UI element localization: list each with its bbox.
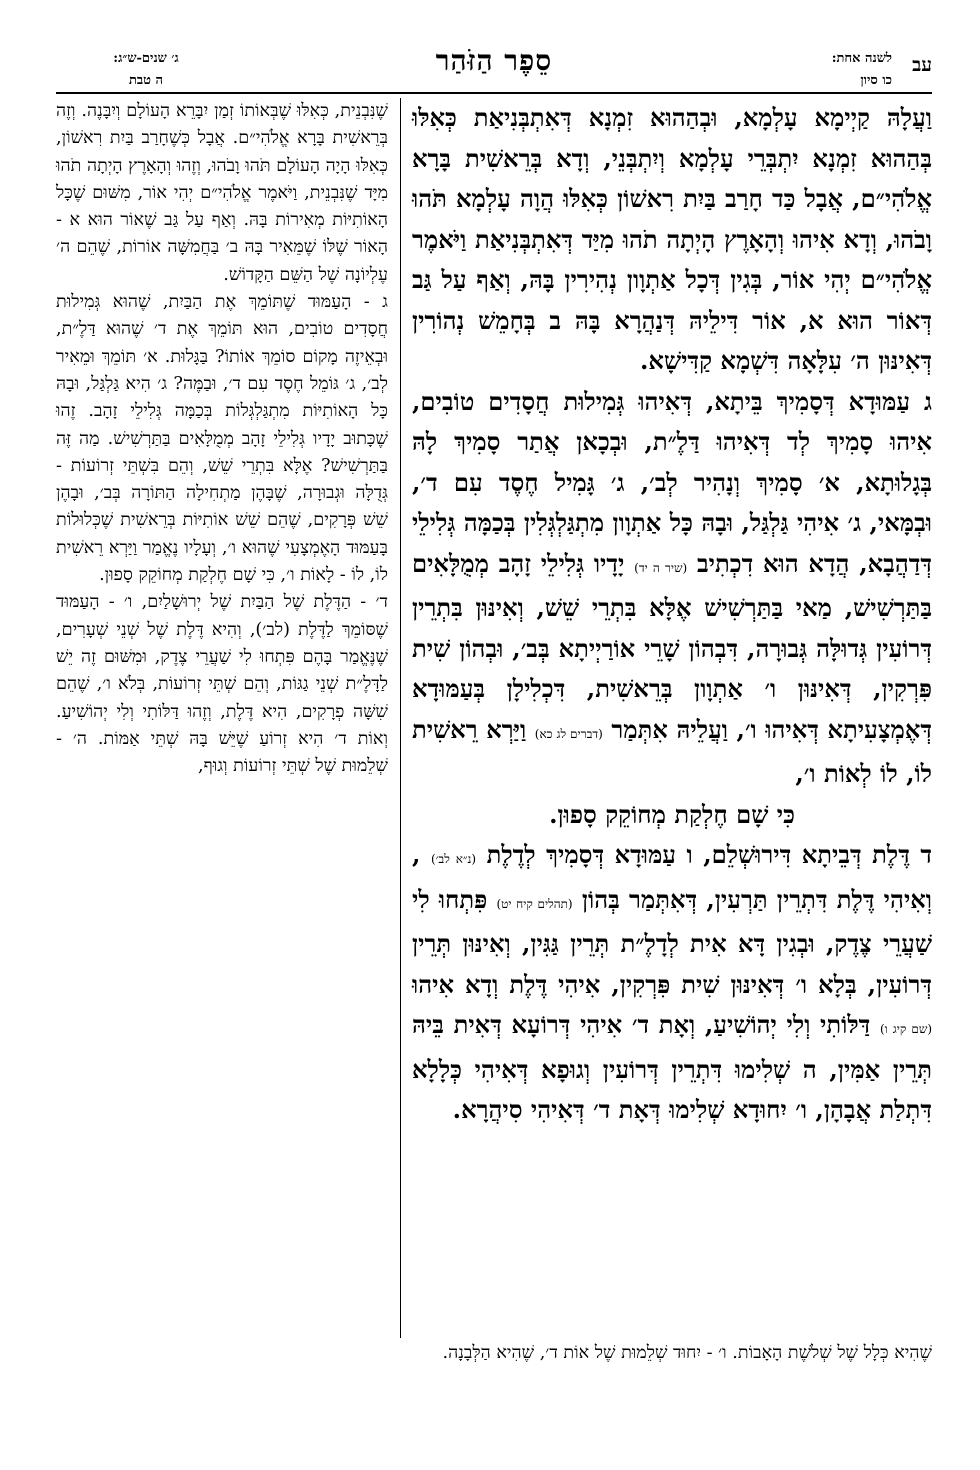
main-text: , וְאִיהִי דֶּלֶת דִּתְרֵין תַּרְעִין, דְּאִתְּמַר בְּהוֹן: [412, 840, 933, 914]
side-text: ג - הָעַמּוּד שֶׁתּוֹמֵךְ אֶת הַבַּיִת, שֶׁהוּא גְּמִילוּת חֲסָדִים טוֹבִים, הוּא תּוֹמֵךְ אֶת ד׳ שֶׁהוּא דַּלֶ״ת, וּבְאֵיזֶה מָקוֹם סוֹמֵךְ אוֹתוֹ? בַּגָּלוּת. א׳ תּוֹמֵךְ וּמֵאִיר לְב׳, ג׳ גּוֹמֵל חֶסֶד עִם ד׳, וּבַמֶּה? ג׳ הִיא גַּלְגַּל, וּבָהּ כָּל הָאוֹתִיּוֹת מִתְגַּלְגְּלוֹת בְּכַמָּה גְּלִילֵי זָהָב. זֶהוּ שֶׁכָּתוּב יָדָיו גְּלִילֵי זָהָב מְמֻלָּאִים בַּתַּרְשִׁישׁ. מַה זֶּה בַּתַּרְשִׁישׁ? אֶלָּא בִּתְרֵי שֵׁשׁ, וְהֵם בִּשְׁתֵּי זְרוֹעוֹת - גְּדֻלָּה וּגְבוּרָה, שֶׁבָּהֶן מַתְחִילָה הַתּוֹרָה בְּב׳, וּבָהֶן שֵׁשׁ פְּרָקִים, שֶׁהֵם שֵׁשׁ אוֹתִיּוֹת בְּרֵאשִׁית שֶׁכְּלוּלוֹת בָּעַמּוּד הָאֶמְצָעִי שֶׁהוּא ו׳, וְעָלָיו נֶאֱמַר וַיַּרְא רֵאשִׁית לוֹ, לוֹ - לָאוֹת ו׳, כִּי שָׁם חֶלְקַת מְחוֹקֵק סָפוּן.: [56, 292, 388, 586]
main-paragraph: [412, 835, 932, 1131]
source-citation: (שם קיג ו): [879, 1022, 933, 1036]
page-number: עב: [912, 54, 932, 76]
main-text: דַּלּוֹתִי וְלִי יְהוֹשִׁיעַ, וְאָת ד׳ אִיהִי דְּרוֹעָא דְּאִית בֵּיהּ תְּרֵין אַמִּין, ה שְׁלִימוּ דִּתְרֵין דְּרוֹעִין וְגוּפָא דְּאִיהִי כְּלָלָא דִּתְלַת אֲבָהָן, ו׳ יִחוּדָא שְׁלִימוּ דְּאָת ד׳ דְּאִיהִי סִיהֲרָא.: [412, 1010, 932, 1124]
source-citation: (נ״א לב׳): [430, 852, 477, 866]
date-right: כו סיון: [860, 73, 892, 88]
header-rule: [56, 92, 932, 94]
hebrew-translation-column: [56, 98, 388, 780]
cycle-label: ג׳ שנים-ש״ג:: [113, 51, 179, 66]
main-paragraph: [412, 98, 932, 382]
main-text: ד דֶּלֶת דְּבֵיתָא דִּירוּשְׁלֵם, ו עַמּוּדָא דְּסָמִיךְ לְדֶלֶת: [486, 840, 933, 869]
header-left: [56, 48, 236, 92]
page-header: [56, 44, 932, 94]
main-text: יָדָיו גְּלִילֵי זָהָב מְמֻלָּאִים בַּתַּרְשִׁישׁ, מַאי בַּתַּרְשִׁישׁ אֶלָּא בִּתְרֵי שֵׁשׁ, וְאִינּוּן בִּתְרֵין דְּרוֹעִין גְּדוּלָּה גְּבוּרָה, דִּבְהוֹן שָׁרֵי אוֹרַיְיתָא בְּב׳, וּבְהוֹן שִׁית פִּרְקִין, דְּאִינּוּן ו׳ אַתְוָון בְּרֵאשִׁית, דִּכְלִילָן בְּעַמּוּדָא דְּאֶמְצָעִיתָא דְּאִיהוּ ו׳, וַעֲלֵיהּ אִתְּמַר: [412, 548, 933, 744]
aramaic-text-column: [412, 98, 932, 1131]
source-citation: (תהלים קיח יט): [496, 896, 573, 911]
bottom-continuation-line: שֶׁהִיא כְּלָל שֶׁל שְׁלֹשֶׁת הָאָבוֹת. ו׳ - יִחוּד שְׁלֵמוּת שֶׁל אוֹת ד׳, שֶׁהִיא הַלְּבָנָה.: [442, 1343, 932, 1363]
main-paragraph: [412, 382, 932, 795]
side-text: שֶׁנִּבְנֵית, כְּאִלּוּ שֶׁבְּאוֹתוֹ זְמַן יִבָּרֵא הָעוֹלָם וְיִבָּנֶה. וְזֶה בְּרֵאשִׁית בָּרָא אֱלֹהִי״ם. אֲבָל כְּשֶׁחָרַב בַּיִת רִאשׁוֹן, כְּאִלּוּ הָיָה הָעוֹלָם תֹּהוּ וָבֹהוּ, וְזֶהוּ וְהָאָרֶץ הָיְתָה תֹהוּ מִיָּד שֶׁנִּבְנֵית, וַיֹּאמֶר אֱלֹהִי״ם יְהִי אוֹר, מִשּׁוּם שֶׁכָּל הָאוֹתִיּוֹת מְאִירוֹת בָּהּ. וְאַף עַל גַּב שֶׁאוֹר הוּא א - הָאוֹר שֶׁלּוֹ שֶׁמֵּאִיר בָּהּ ב׳ בַּחֲמִשָּׁה אוֹרוֹת, שֶׁהֵם ה׳ עֶלְיוֹנָה שֶׁל הַשֵּׁם הַקָּדוֹשׁ.: [56, 101, 388, 285]
main-text: וַיַּרְא רֵאשִׁית לוֹ, לוֹ לְאוֹת ו׳,: [412, 714, 932, 788]
year-label: לשנה אחת:: [831, 51, 892, 66]
main-text: ג עַמּוּדָא דְּסָמִיךְ בֵּיתָא, דְּאִיהוּ גְּמִילוּת חֲסָדִים טוֹבִים, אִיהוּ סָמִיךְ לְד דְּאִיהוּ דַּלֶ״ת, וּבְכָאן אֲתַר סָמִיךְ לָהּ בְּגָלוּתָא, א׳ סָמִיךְ וְנָהִיר לְב׳, ג׳ גָּמִיל חֶסֶד עִם ד׳, וּבְמָּאי, ג׳ אִיהִי גַּלְגַּל, וּבָהּ כָּל אַתְוָון מִתְגַּלְגְּלִין בְּכַמָּה גְּלִילֵי דְּדַהֲבָא, הֲדָא הוּא דִכְתִיב: [412, 386, 933, 578]
side-paragraph: [56, 589, 388, 780]
side-paragraph: [56, 98, 388, 289]
side-text: ד׳ - הַדֶּלֶת שֶׁל הַבַּיִת שֶׁל יְרוּשָׁלַיִם, ו׳ - הָעַמּוּד שֶׁסּוֹמֵךְ לַדֶּלֶת (לב׳), וְהִיא דֶּלֶת שֶׁל שְׁנֵי שְׁעָרִים, שֶׁנֶּאֱמַר בָּהֶם פִּתְחוּ לִי שַׁעֲרֵי צֶדֶק, וּמִשּׁוּם זֶה יֵשׁ לַדָּלֶ״ת שְׁנֵי גַגּוֹת, וְהֵם שְׁתֵּי זְרוֹעוֹת, בְּלֹא ו׳, שֶׁהֵם שִׁשָּׁה פְרָקִים, הִיא דֶּלֶת, וְזֶהוּ דַּלּוֹתִי וְלִי יְהוֹשִׁיעַ. וְאוֹת ד׳ הִיא זְרוֹעַ שֶׁיֵּשׁ בָּהּ שְׁתֵּי אַמּוֹת. ה׳ - שְׁלֵמוּת שֶׁל שְׁתֵּי זְרוֹעוֹת וְגוּף,: [56, 592, 388, 777]
main-text: כִּי שָׁם חֶלְקַת מְחוֹקֵק סָפוּן.: [549, 799, 795, 829]
main-paragraph: [412, 795, 932, 836]
column-divider: [400, 98, 401, 1338]
source-citation: (שיר ה יד): [634, 560, 688, 575]
date-left: ה טבת: [128, 73, 164, 88]
book-title: סֵפֶר הַזֹּהַר: [435, 44, 553, 77]
main-text: פִּתְחוּ לִי שַׁעֲרֵי צֶדֶק, וּבְגִין דָּא אִית לְדָלֶ״ת תְּרֵין גַּגִּין, וְאִינּוּן תְּרֵין דְּרוֹעִין, בְּלָא ו׳ דְּאִינּוּן שִׁית פִּרְקִין, אִיהִי דֶּלֶת וְדָא אִיהוּ: [412, 884, 932, 999]
side-paragraph: [56, 289, 388, 589]
source-citation: (דברים לג כא): [534, 726, 603, 741]
main-text: וַעֲלָהּ קַיְימָא עָלְמָא, וּבְהַהוּא זִמְנָא דְּאִתְבְּנִיאַת כְּאִלּוּ בְּהַהוּא זִמְנָא יִתְבְּרֵי עָלְמָא וְיִתְבְּנֵי, וְדָא בְּרֵאשִׁית בָּרָא אֱלֹהִי״ם, אֲבָל כַּד חָרַב בַּיִת רִאשׁוֹן כְּאִלּוּ הֲוָה עָלְמָא תֹּהוּ וָבֹהוּ, וְדָא אִיהוּ וְהָאָרֶץ הָיְתָה תֹהוּ מִיַּד דְּאִתְבְּנִיאַת וַיֹּאמֶר אֱלֹהִי״ם יְהִי אוֹר, בְּגִין דְּכָל אַתְוָון נְהִירִין בָּהּ, וְאַף עַל גַּב דְּאוֹר הוּא א, אוֹר דִּילֵיהּ דְּנַהֲרָא בָּהּ ב בְּחָמֵשׁ נְהוֹרִין דְּאִינּוּן ה׳ עִלָּאָה דִּשְׁמָא קַדִּישָׁא.: [412, 103, 932, 375]
